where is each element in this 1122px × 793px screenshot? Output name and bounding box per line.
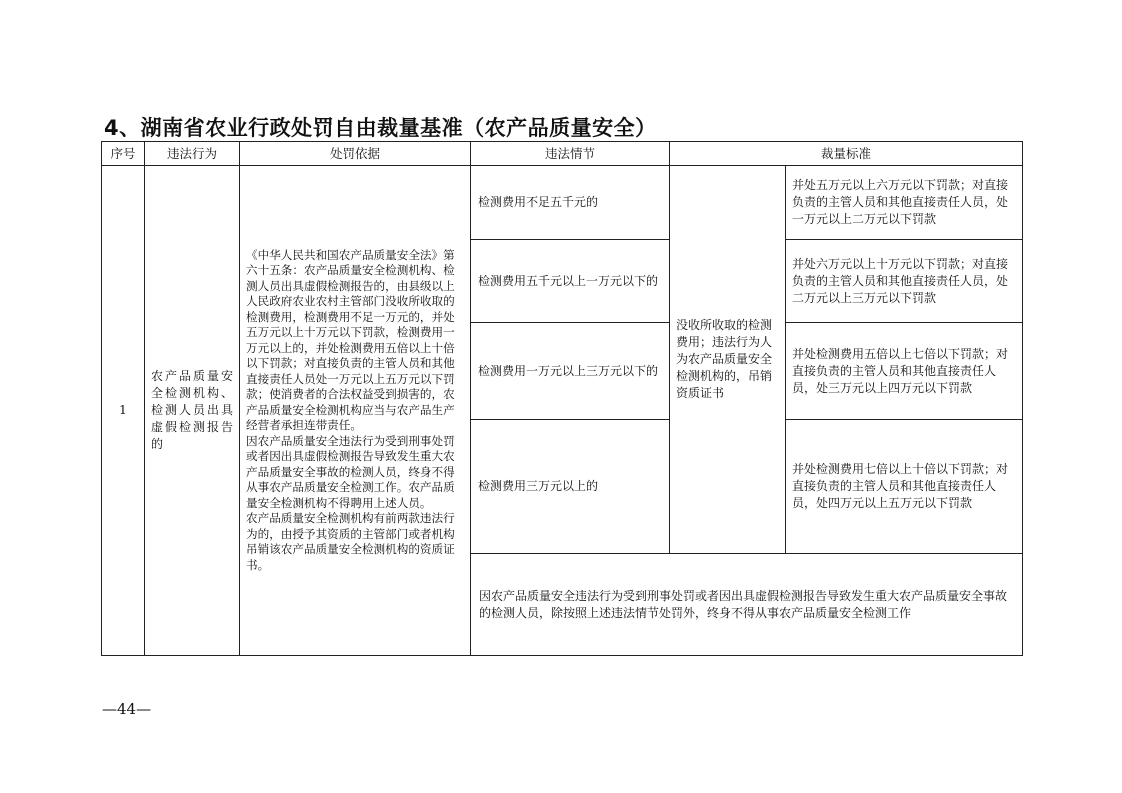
standard-cell: 并处检测费用七倍以上十倍以下罚款；对直接负责的主管人员和其他直接责任人员，处四万元以上五万元以下罚款 <box>786 420 1023 554</box>
situation-cell: 检测费用五千元以上一万元以下的 <box>471 240 670 323</box>
situation-cell: 检测费用不足五千元的 <box>471 166 670 240</box>
standard-cell: 并处检测费用五倍以上七倍以下罚款；对直接负责的主管人员和其他直接责任人员，处三万元以上四万元以下罚款 <box>786 323 1023 420</box>
violation-act-cell: 农产品质量安全检测机构、检测人员出具虚假检测报告的 <box>145 166 240 656</box>
standard-cell: 并处五万元以上六万元以下罚款；对直接负责的主管人员和其他直接责任人员，处一万元以上二万元以下罚款 <box>786 166 1023 240</box>
footer-note-cell: 因农产品质量安全违法行为受到刑事处罚或者因出具虚假检测报告导致发生重大农产品质量安全事故的检测人员，除按照上述违法情节处罚外，终身不得从事农产品质量安全检测工作 <box>471 554 1023 656</box>
header-seq: 序号 <box>102 142 145 166</box>
header-act: 违法行为 <box>145 142 240 166</box>
page-number: —44— <box>102 700 152 718</box>
header-situation: 违法情节 <box>471 142 670 166</box>
common-measure-cell: 没收所收取的检测费用；违法行为人为农产品质量安全检测机构的，吊销资质证书 <box>670 166 786 554</box>
header-standard: 裁量标准 <box>670 142 1023 166</box>
standard-cell: 并处六万元以上十万元以下罚款；对直接负责的主管人员和其他直接责任人员，处二万元以上三万元以下罚款 <box>786 240 1023 323</box>
basis-paragraph-2: 因农产品质量安全违法行为受到刑事处罚或者因出具虚假检测报告导致发生重大农产品质量安全事故的检测人员，终身不得从事农产品质量安全检测工作。农产品质量安全检测机构不得聘用上述人员。 <box>246 433 455 510</box>
basis-paragraph-3: 农产品质量安全检测机构有前两款违法行为的，由授予其资质的主管部门或者机构吊销该农产品质量安全检测机构的资质证书。 <box>246 511 455 572</box>
basis-paragraph-1: 《中华人民共和国农产品质量安全法》第六十五条：农产品质量安全检测机构、检测人员出具虚假检测报告的，由县级以上人民政府农业农村主管部门没收所收取的检测费用，检测费用不足一万元的，并处五万元以上十万元以下罚款，检测费用一万元以上的，并处检测费用五倍以上十倍以下罚款；对直接负责的主管人员和其他直接责任人员处一万元以上五万元以下罚款；使消费者的合法权益受到损害的，农产品质量安全检测机构应当与农产品生产经营者承担连带责任。 <box>246 247 455 433</box>
table-header-row <box>102 142 1023 166</box>
situation-cell: 检测费用三万元以上的 <box>471 420 670 554</box>
situation-cell: 检测费用一万元以上三万元以下的 <box>471 323 670 420</box>
discretion-standard-table <box>101 141 1023 656</box>
header-basis: 处罚依据 <box>240 142 471 166</box>
page-title: 4、湖南省农业行政处罚自由裁量基准（农产品质量安全） <box>104 116 657 140</box>
seq-cell: 1 <box>102 166 145 656</box>
penalty-basis-cell <box>240 166 471 656</box>
table-row <box>102 166 1023 240</box>
